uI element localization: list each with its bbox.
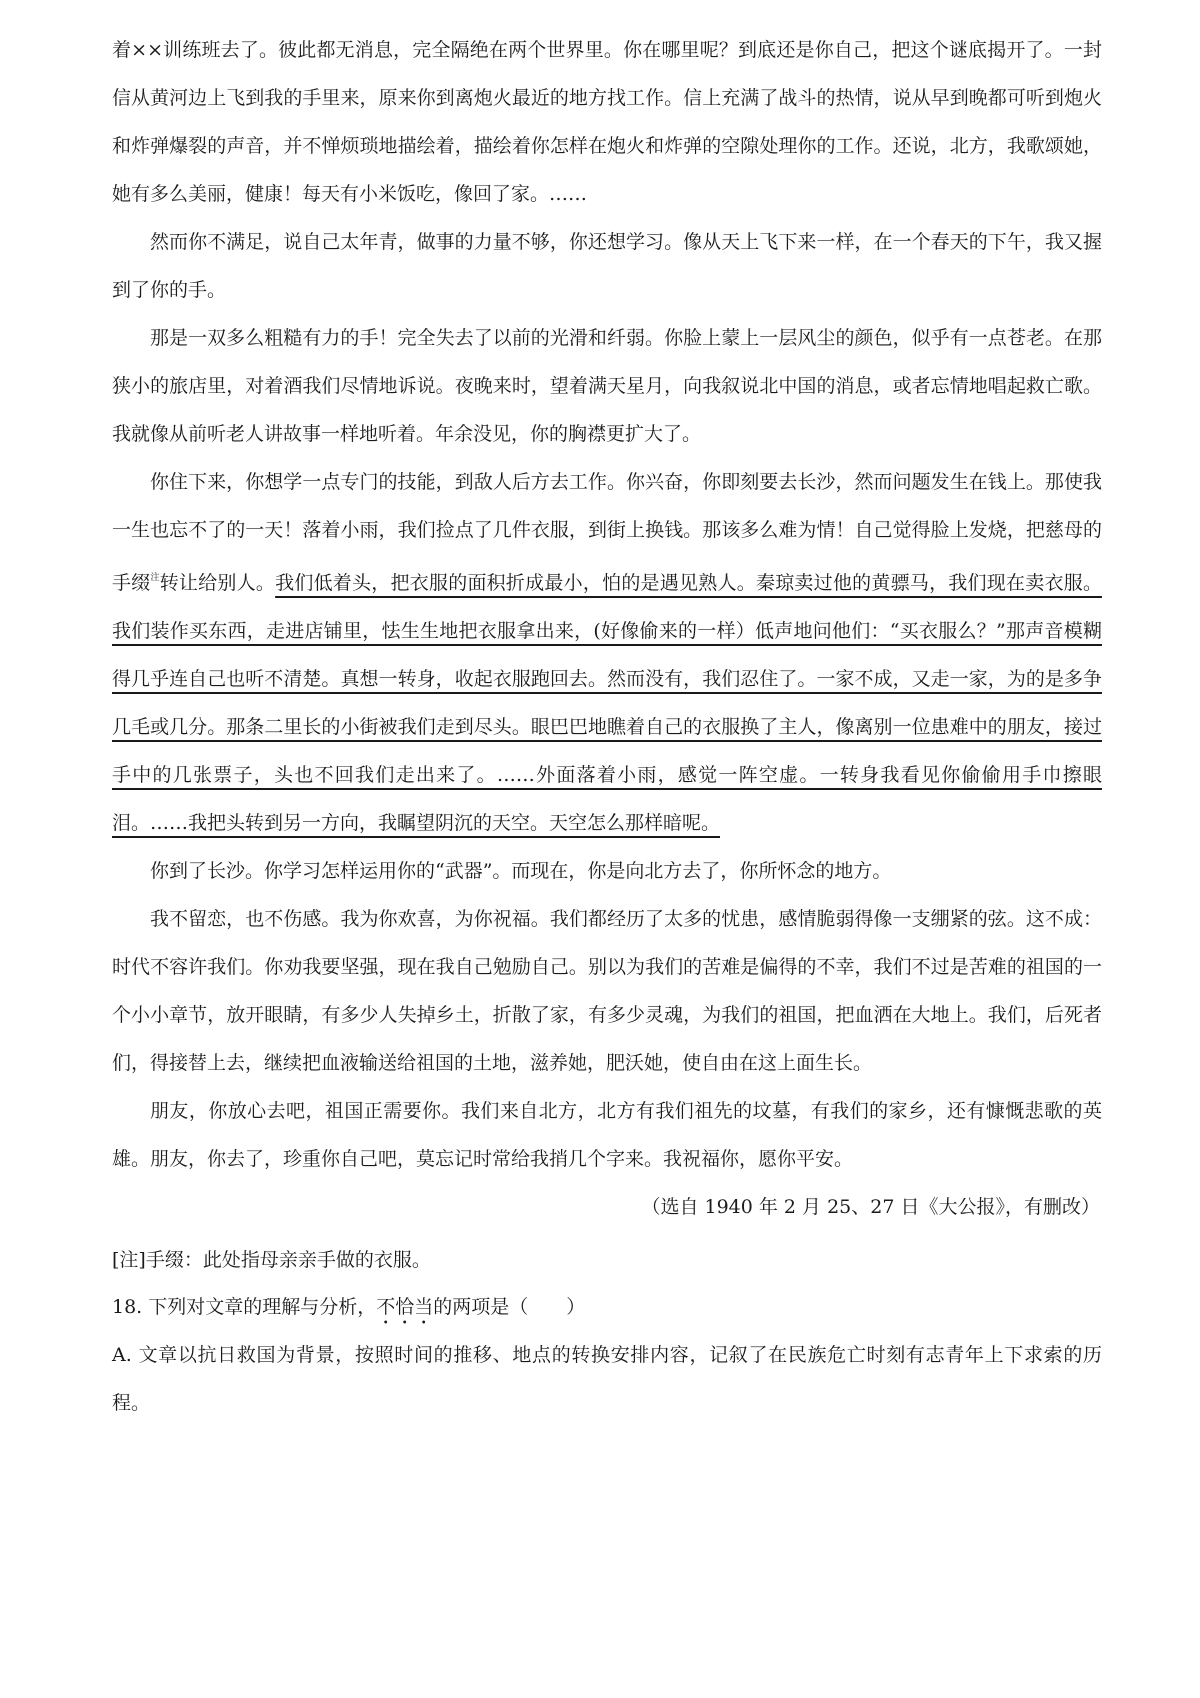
exam-page: [112, 26, 1102, 1427]
passage-paragraph-1: 着××训练班去了。彼此都无消息，完全隔绝在两个世界里。你在哪里呢？到底还是你自己，把这个谜底揭开了。一封信从黄河边上飞到我的手里来，原来你到离炮火最近的地方找工作。信上充满了战斗的热情，说从早到晚都可听到炮火和炸弹爆裂的声音，并不惮烦琐地描绘着，描绘着你怎样在炮火和炸弹的空隙处理你的工作。还说，北方，我歌颂她，她有多么美丽，健康！每天有小米饭吃，像回了家。……: [112, 39, 1102, 205]
option-a: A. 文章以抗日救国为背景，按照时间的推移、地点的转换安排内容，记叙了在民族危亡时刻有志青年上下求索的历程。: [112, 1344, 1102, 1414]
passage-paragraph-2: 然而你不满足，说自己太年青，做事的力量不够，你还想学习。像从天上飞下来一样，在一个春天的下午，我又握到了你的手。: [112, 231, 1102, 301]
underlined-passage: 我们低着头，把衣服的面积折成最小，怕的是遇见熟人。秦琼卖过他的黄骠马，我们现在卖衣服。我们装作买东西，走进店铺里，怯生生地把衣服拿出来，(好像偷来的一样）低声地问他们：“买衣服么？”那声音模糊得几乎连自己也听不清楚。真想一转身，收起衣服跑回去。然而没有，我们忍住了。一家不成，又走一家，为的是多争几毛或几分。那条二里长的小街被我们走到尽头。眼巴巴地瞧着自己的衣服换了主人，像离别一位患难中的朋友，接过手中的几张票子，头也不回我们走出来了。……外面落着小雨，感觉一阵空虚。一转身我看见你偷偷用手巾擦眼泪。……我把头转到另一方向，我瞩望阴沉的天空。天空怎么那样暗呢。: [112, 572, 1102, 834]
question-18: [112, 1283, 1102, 1331]
passage-paragraph-3: 那是一双多么粗糙有力的手！完全失去了以前的光滑和纤弱。你脸上蒙上一层风尘的颜色，似乎有一点苍老。在那狭小的旅店里，对着酒我们尽情地诉说。夜晚来时，望着满天星月，向我叙说北中国的消息，或者忘情地唱起救亡歌。我就像从前听老人讲故事一样地听着。年余没见，你的胸襟更扩大了。: [112, 327, 1102, 445]
question-prefix: 18. 下列对文章的理解与分析，: [112, 1296, 377, 1318]
passage-paragraph-4: [112, 458, 1102, 847]
question-suffix: 的两项是（ ）: [433, 1296, 586, 1318]
passage-paragraph-5: 你到了长沙。你学习怎样运用你的“武器”。而现在，你是向北方去了，你所怀念的地方。: [150, 860, 892, 882]
question-emphasis: 不恰当: [376, 1296, 434, 1318]
footnote-marker: 注: [150, 573, 160, 583]
footnote: [注]手缀：此处指母亲亲手做的衣服。: [112, 1249, 431, 1271]
paragraph-4-text-b: 转让给别人。: [159, 572, 276, 594]
source-citation: （选自 1940 年 2 月 25、27 日《大公报》，有删改）: [641, 1196, 1100, 1218]
passage-paragraph-6: 我不留恋，也不伤感。我为你欢喜，为你祝福。我们都经历了太多的忧患，感情脆弱得像一支绷紧的弦。这不成：时代不容许我们。你劝我要坚强，现在我自己勉励自己。别以为我们的苦难是偏得的不幸，我们不过是苦难的祖国的一个小小章节，放开眼睛，有多少人失掉乡土，折散了家，有多少灵魂，为我们的祖国，把血洒在大地上。我们，后死者们，得接替上去，继续把血液输送给祖国的土地，滋养她，肥沃她，使自由在这上面生长。: [112, 908, 1102, 1074]
passage-paragraph-7: 朋友，你放心去吧，祖国正需要你。我们来自北方，北方有我们祖先的坟墓，有我们的家乡，还有慷慨悲歌的英雄。朋友，你去了，珍重你自己吧，莫忘记时常给我捎几个字来。我祝福你，愿你平安。: [112, 1100, 1102, 1170]
paragraph-4-text-a: 你住下来，你想学一点专门的技能，到敌人后方去工作。你兴奋，你即刻要去长沙，然而问题发生在钱上。那使我一生也忘不了的一天！落着小雨，我们捡点了几件衣服，到街上换钱。那该多么难为情！自己觉得脸上发烧，把慈母的手缀: [112, 471, 1102, 594]
